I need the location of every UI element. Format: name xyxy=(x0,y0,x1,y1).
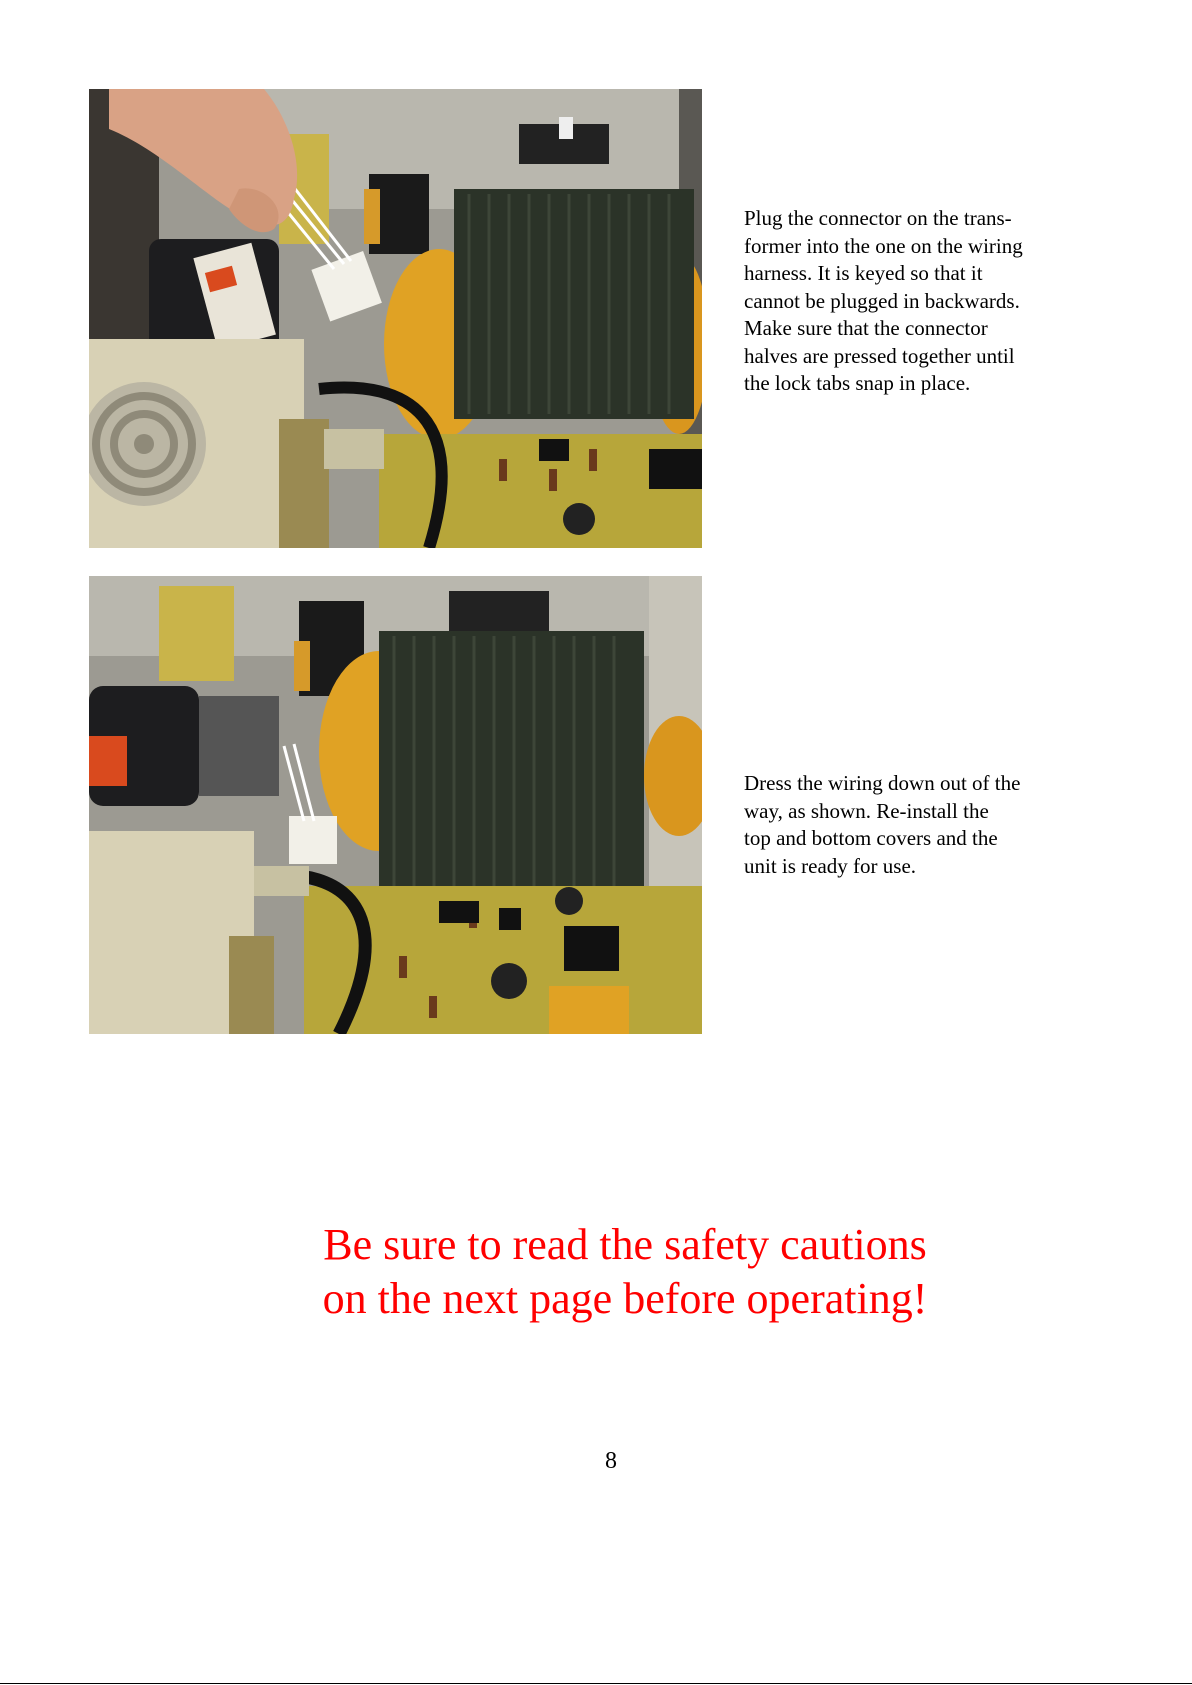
photo-wiring-dressed xyxy=(89,576,702,1034)
photo-2-illustration xyxy=(89,576,702,1034)
safety-warning-line-2: on the next page before operating! xyxy=(322,1274,928,1323)
bottom-rule xyxy=(0,1683,1192,1684)
safety-warning-line-1: Be sure to read the safety cautions xyxy=(323,1220,927,1269)
caption-connector-instructions: Plug the connector on the trans- former into the one on the wiring harness. It is keyed so that it cannot be plugged in backwards. Make sure that the connector halves are pressed together until the lock tabs snap in place. xyxy=(744,206,1023,395)
caption-dress-wiring-instructions: Dress the wiring down out of the way, as shown. Re-install the top and bottom covers and the unit is ready for use. xyxy=(744,771,1021,878)
photo-1-illustration xyxy=(89,89,702,548)
page-number: 8 xyxy=(605,1448,617,1474)
photo-connector-plugging xyxy=(89,89,702,548)
